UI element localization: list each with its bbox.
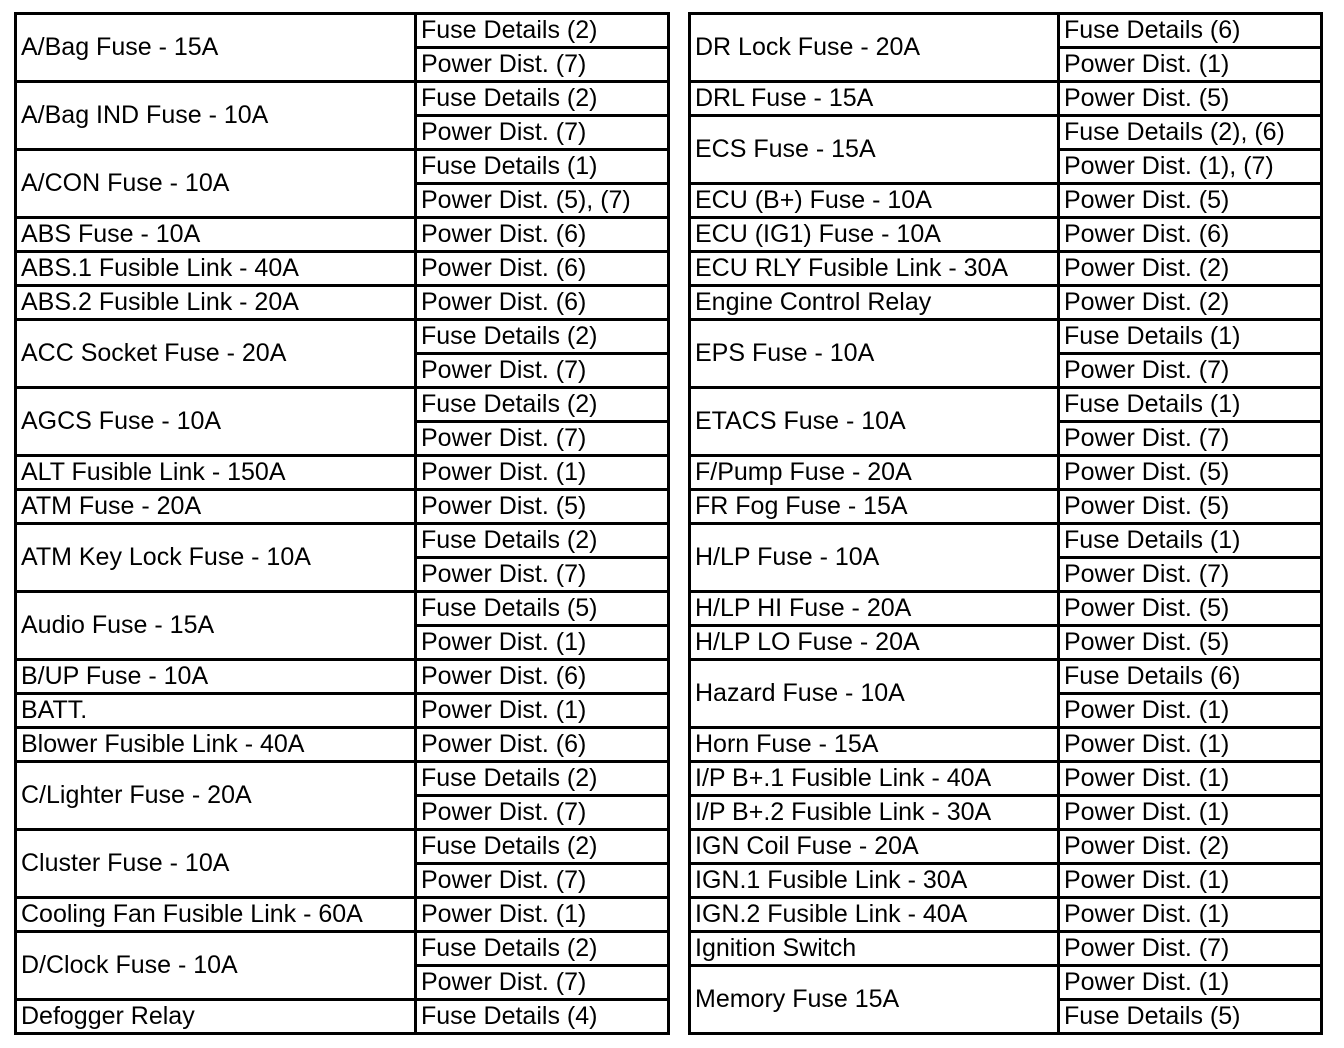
table-row [16,456,669,490]
fuse-name-cell: Cooling Fan Fusible Link - 60A [16,898,416,932]
table-row [16,14,669,48]
fuse-reference-cell: Fuse Details (5) [416,592,669,626]
fuse-reference-cell: Fuse Details (2) [416,388,669,422]
fuse-reference-cell: Power Dist. (7) [416,966,669,1000]
table-row [690,490,1322,524]
fuse-name-cell: ABS.1 Fusible Link - 40A [16,252,416,286]
fuse-name-cell: IGN.1 Fusible Link - 30A [690,864,1059,898]
table-row [16,218,669,252]
fuse-name-cell: Blower Fusible Link - 40A [16,728,416,762]
fuse-reference-cell: Power Dist. (6) [416,286,669,320]
fuse-reference-cell: Power Dist. (1) [1059,762,1322,796]
fuse-name-cell: A/Bag Fuse - 15A [16,14,416,82]
fuse-reference-cell: Power Dist. (7) [1059,932,1322,966]
table-row [690,592,1322,626]
fuse-reference-cell: Fuse Details (2) [416,14,669,48]
fuse-reference-cell: Power Dist. (7) [416,354,669,388]
table-row [690,864,1322,898]
fuse-reference-cell: Power Dist. (1) [416,898,669,932]
fuse-reference-cell: Power Dist. (7) [416,48,669,82]
fuse-name-cell: H/LP HI Fuse - 20A [690,592,1059,626]
fuse-reference-cell: Power Dist. (6) [1059,218,1322,252]
table-row [690,626,1322,660]
fuse-name-cell: H/LP Fuse - 10A [690,524,1059,592]
fuse-name-cell: B/UP Fuse - 10A [16,660,416,694]
fuse-name-cell: Engine Control Relay [690,286,1059,320]
fuse-reference-cell: Power Dist. (5) [1059,626,1322,660]
fuse-reference-cell: Power Dist. (1) [416,626,669,660]
fuse-name-cell: ACC Socket Fuse - 20A [16,320,416,388]
fuse-reference-cell: Fuse Details (2) [416,932,669,966]
table-row [16,830,669,864]
fuse-table-left [14,12,670,1035]
fuse-reference-cell: Fuse Details (1) [1059,320,1322,354]
fuse-name-cell: ECU (B+) Fuse - 10A [690,184,1059,218]
table-row [690,82,1322,116]
fuse-name-cell: H/LP LO Fuse - 20A [690,626,1059,660]
fuse-reference-cell: Power Dist. (1) [1059,694,1322,728]
fuse-reference-cell: Power Dist. (5) [1059,82,1322,116]
fuse-name-cell: DR Lock Fuse - 20A [690,14,1059,82]
fuse-reference-cell: Power Dist. (1) [1059,898,1322,932]
fuse-table-left-body [16,14,669,1034]
fuse-reference-cell: Power Dist. (5) [1059,592,1322,626]
fuse-reference-cell: Power Dist. (6) [416,728,669,762]
table-row [16,320,669,354]
fuse-name-cell: Horn Fuse - 15A [690,728,1059,762]
fuse-reference-cell: Fuse Details (2), (6) [1059,116,1322,150]
table-row [16,252,669,286]
table-row [690,898,1322,932]
table-row [690,184,1322,218]
fuse-reference-cell: Power Dist. (1) [1059,48,1322,82]
table-row [690,320,1322,354]
fuse-name-cell: BATT. [16,694,416,728]
fuse-reference-cell: Power Dist. (1), (7) [1059,150,1322,184]
fuse-name-cell: FR Fog Fuse - 15A [690,490,1059,524]
fuse-reference-cell: Power Dist. (2) [1059,830,1322,864]
table-row [690,456,1322,490]
table-row [16,932,669,966]
fuse-reference-cell: Fuse Details (2) [416,762,669,796]
fuse-name-cell: Defogger Relay [16,1000,416,1034]
fuse-name-cell: ALT Fusible Link - 150A [16,456,416,490]
fuse-name-cell: ECU RLY Fusible Link - 30A [690,252,1059,286]
fuse-reference-cell: Power Dist. (2) [1059,252,1322,286]
table-row [690,252,1322,286]
fuse-reference-cell: Fuse Details (5) [1059,1000,1322,1034]
fuse-name-cell: IGN.2 Fusible Link - 40A [690,898,1059,932]
fuse-reference-cell: Power Dist. (1) [1059,796,1322,830]
fuse-table-right-body [690,14,1322,1034]
fuse-reference-cell: Power Dist. (7) [416,864,669,898]
fuse-name-cell: DRL Fuse - 15A [690,82,1059,116]
fuse-name-cell: IGN Coil Fuse - 20A [690,830,1059,864]
fuse-reference-cell: Power Dist. (6) [416,252,669,286]
fuse-reference-cell: Power Dist. (1) [416,694,669,728]
fuse-name-cell: Audio Fuse - 15A [16,592,416,660]
fuse-name-cell: D/Clock Fuse - 10A [16,932,416,1000]
table-row [16,286,669,320]
fuse-reference-cell: Fuse Details (2) [416,524,669,558]
table-row [16,728,669,762]
fuse-name-cell: I/P B+.1 Fusible Link - 40A [690,762,1059,796]
fuse-reference-cell: Power Dist. (7) [416,558,669,592]
fuse-reference-cell: Power Dist. (5) [416,490,669,524]
fuse-name-cell: Ignition Switch [690,932,1059,966]
fuse-reference-cell: Fuse Details (2) [416,82,669,116]
fuse-name-cell: ABS Fuse - 10A [16,218,416,252]
fuse-name-cell: ETACS Fuse - 10A [690,388,1059,456]
table-row [16,524,669,558]
fuse-name-cell: AGCS Fuse - 10A [16,388,416,456]
table-row [690,830,1322,864]
table-row [690,966,1322,1000]
table-row [16,660,669,694]
fuse-reference-cell: Power Dist. (5) [1059,490,1322,524]
fuse-name-cell: ATM Key Lock Fuse - 10A [16,524,416,592]
table-row [690,762,1322,796]
fuse-name-cell: ECS Fuse - 15A [690,116,1059,184]
fuse-reference-cell: Power Dist. (7) [416,116,669,150]
fuse-name-cell: EPS Fuse - 10A [690,320,1059,388]
table-row [690,932,1322,966]
fuse-name-cell: Memory Fuse 15A [690,966,1059,1034]
fuse-table-right [688,12,1323,1035]
table-row [690,286,1322,320]
table-row [690,116,1322,150]
fuse-reference-cell: Fuse Details (1) [1059,388,1322,422]
table-row [16,150,669,184]
fuse-reference-cell: Fuse Details (6) [1059,14,1322,48]
fuse-reference-cell: Power Dist. (1) [1059,728,1322,762]
fuse-reference-cell: Power Dist. (2) [1059,286,1322,320]
fuse-reference-cell: Fuse Details (2) [416,320,669,354]
table-row [16,898,669,932]
table-row [16,388,669,422]
fuse-reference-cell: Power Dist. (7) [416,422,669,456]
table-row [16,694,669,728]
fuse-name-cell: I/P B+.2 Fusible Link - 30A [690,796,1059,830]
fuse-name-cell: ATM Fuse - 20A [16,490,416,524]
fuse-reference-cell: Power Dist. (1) [416,456,669,490]
table-row [16,490,669,524]
table-row [690,660,1322,694]
fuse-name-cell: A/CON Fuse - 10A [16,150,416,218]
fuse-reference-cell: Power Dist. (7) [1059,558,1322,592]
fuse-reference-cell: Fuse Details (1) [416,150,669,184]
fuse-name-cell: C/Lighter Fuse - 20A [16,762,416,830]
fuse-reference-cell: Power Dist. (5) [1059,456,1322,490]
fuse-name-cell: ECU (IG1) Fuse - 10A [690,218,1059,252]
table-row [690,14,1322,48]
table-row [690,796,1322,830]
fuse-reference-cell: Power Dist. (7) [1059,422,1322,456]
fuse-reference-cell: Power Dist. (7) [416,796,669,830]
fuse-name-cell: A/Bag IND Fuse - 10A [16,82,416,150]
table-row [690,218,1322,252]
fuse-reference-cell: Power Dist. (1) [1059,966,1322,1000]
table-row [16,592,669,626]
fuse-name-cell: ABS.2 Fusible Link - 20A [16,286,416,320]
fuse-name-cell: Cluster Fuse - 10A [16,830,416,898]
table-row [690,388,1322,422]
fuse-name-cell: F/Pump Fuse - 20A [690,456,1059,490]
table-row [16,1000,669,1034]
fuse-reference-cell: Power Dist. (6) [416,660,669,694]
table-row [690,728,1322,762]
table-row [16,82,669,116]
table-row [690,524,1322,558]
fuse-reference-cell: Fuse Details (1) [1059,524,1322,558]
fuse-reference-cell: Power Dist. (5), (7) [416,184,669,218]
table-row [16,762,669,796]
fuse-name-cell: Hazard Fuse - 10A [690,660,1059,728]
fuse-reference-cell: Fuse Details (4) [416,1000,669,1034]
fuse-reference-cell: Fuse Details (6) [1059,660,1322,694]
fuse-reference-cell: Power Dist. (7) [1059,354,1322,388]
fuse-reference-cell: Power Dist. (5) [1059,184,1322,218]
fuse-reference-cell: Fuse Details (2) [416,830,669,864]
fuse-reference-cell: Power Dist. (6) [416,218,669,252]
fuse-reference-cell: Power Dist. (1) [1059,864,1322,898]
